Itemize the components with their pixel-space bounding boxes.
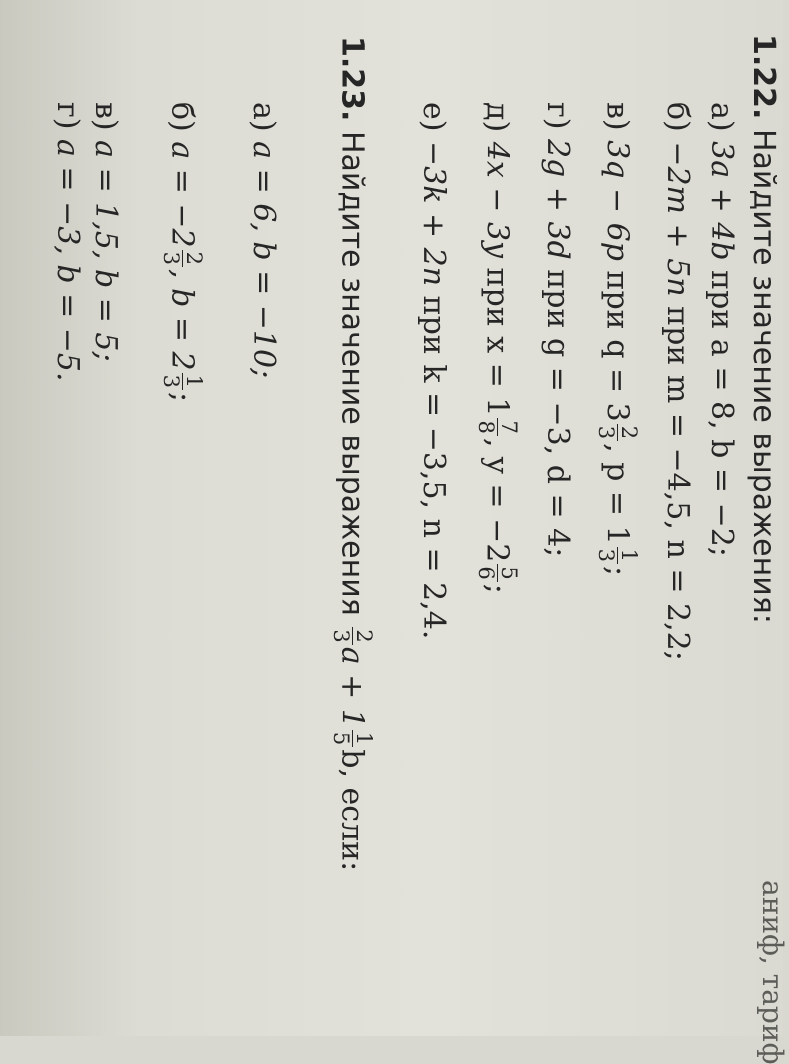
fraction [330, 730, 375, 747]
fraction [475, 564, 520, 581]
task-1-22-a [703, 102, 739, 557]
exercise-1-23-heading [328, 36, 376, 872]
task-expression: 3q − 6p [599, 140, 635, 261]
task-condition: при m = −4,5, n = 2,2; [660, 306, 695, 661]
fraction [595, 424, 640, 441]
task-label: в) [88, 102, 123, 131]
page-edge-text: аниф, тариф [756, 880, 789, 1064]
exercise-number: 1.22. [746, 34, 781, 120]
task-1-23-b [158, 102, 206, 403]
fraction-denominator: 3 [159, 374, 183, 388]
task-1-22-v [593, 102, 641, 577]
task-expression: 3a + 4b [704, 141, 739, 261]
task-condition-start: при q = 3 [599, 270, 635, 422]
task-label: в) [599, 102, 635, 131]
task-label: б) [660, 102, 695, 132]
exercise-number: 1.23. [334, 36, 370, 122]
task-1-22-g [539, 102, 575, 557]
task-label: а) [704, 102, 739, 132]
fraction-numerator: 2 [352, 629, 376, 643]
fraction-numerator: 1 [617, 548, 641, 563]
fraction-denominator: 3 [594, 548, 618, 563]
exercise-title: Найдите значение выражения [334, 130, 370, 616]
task-condition: a = 6, b = −10; [246, 141, 281, 379]
fraction [330, 627, 375, 644]
task-condition-mid: , b = 2 [164, 269, 200, 371]
fraction [475, 418, 520, 435]
task-condition: при g = −3, d = 4; [540, 269, 575, 558]
fraction [595, 547, 640, 564]
fraction [160, 250, 205, 267]
task-label: е) [416, 102, 451, 132]
fraction [160, 373, 205, 390]
fraction-numerator: 7 [497, 420, 521, 434]
task-expression: 2g + 3d [540, 138, 575, 260]
task-1-22-d [473, 102, 521, 594]
task-1-23-v [87, 102, 123, 362]
task-label: д) [479, 102, 515, 133]
fraction-numerator: 1 [352, 731, 376, 746]
task-condition: a = 1,5, b = 5; [88, 140, 123, 362]
task-condition: при k = −3,5, n = 2,4. [416, 295, 451, 640]
task-1-22-e [415, 102, 451, 639]
task-condition-mid: , p = 1 [599, 443, 635, 545]
fraction-denominator: 3 [159, 251, 183, 266]
exercise-1-22-heading [745, 34, 781, 624]
task-label: г) [50, 102, 85, 130]
task-label: а) [246, 102, 281, 132]
task-expression: −3k + 2n [416, 141, 451, 287]
fraction-denominator: 5 [329, 731, 353, 746]
task-condition-end: ; [599, 566, 635, 577]
expression-tail: b, если: [334, 749, 370, 872]
task-expression: 4x − 3y [479, 141, 515, 258]
fraction-denominator: 6 [474, 566, 498, 580]
fraction-numerator: 2 [617, 425, 641, 440]
task-label: г) [540, 102, 575, 130]
task-condition-start: при x = 1 [479, 267, 515, 417]
exercise-title: Найдите значение выражения: [746, 128, 781, 624]
expression-mid: a + 1 [334, 646, 370, 728]
fraction-numerator: 5 [497, 566, 521, 580]
task-label: б) [164, 102, 200, 132]
task-condition-end: ; [479, 583, 515, 594]
fraction-numerator: 2 [182, 251, 206, 266]
fraction-denominator: 3 [329, 629, 353, 643]
task-1-22-b [659, 102, 695, 661]
task-condition-mid: , y = −2 [479, 437, 515, 563]
fraction-numerator: 1 [182, 374, 206, 388]
fraction-denominator: 3 [594, 425, 618, 440]
task-expression: −2m + 5n [660, 141, 695, 297]
task-1-23-a [245, 102, 281, 378]
task-condition: при a = 8, b = −2; [704, 270, 739, 557]
task-condition-start: a = −2 [164, 141, 200, 248]
task-1-23-g [49, 102, 85, 382]
fraction-denominator: 8 [474, 420, 498, 434]
task-condition: a = −3, b = −5. [50, 138, 85, 382]
task-condition-end: ; [164, 391, 200, 403]
